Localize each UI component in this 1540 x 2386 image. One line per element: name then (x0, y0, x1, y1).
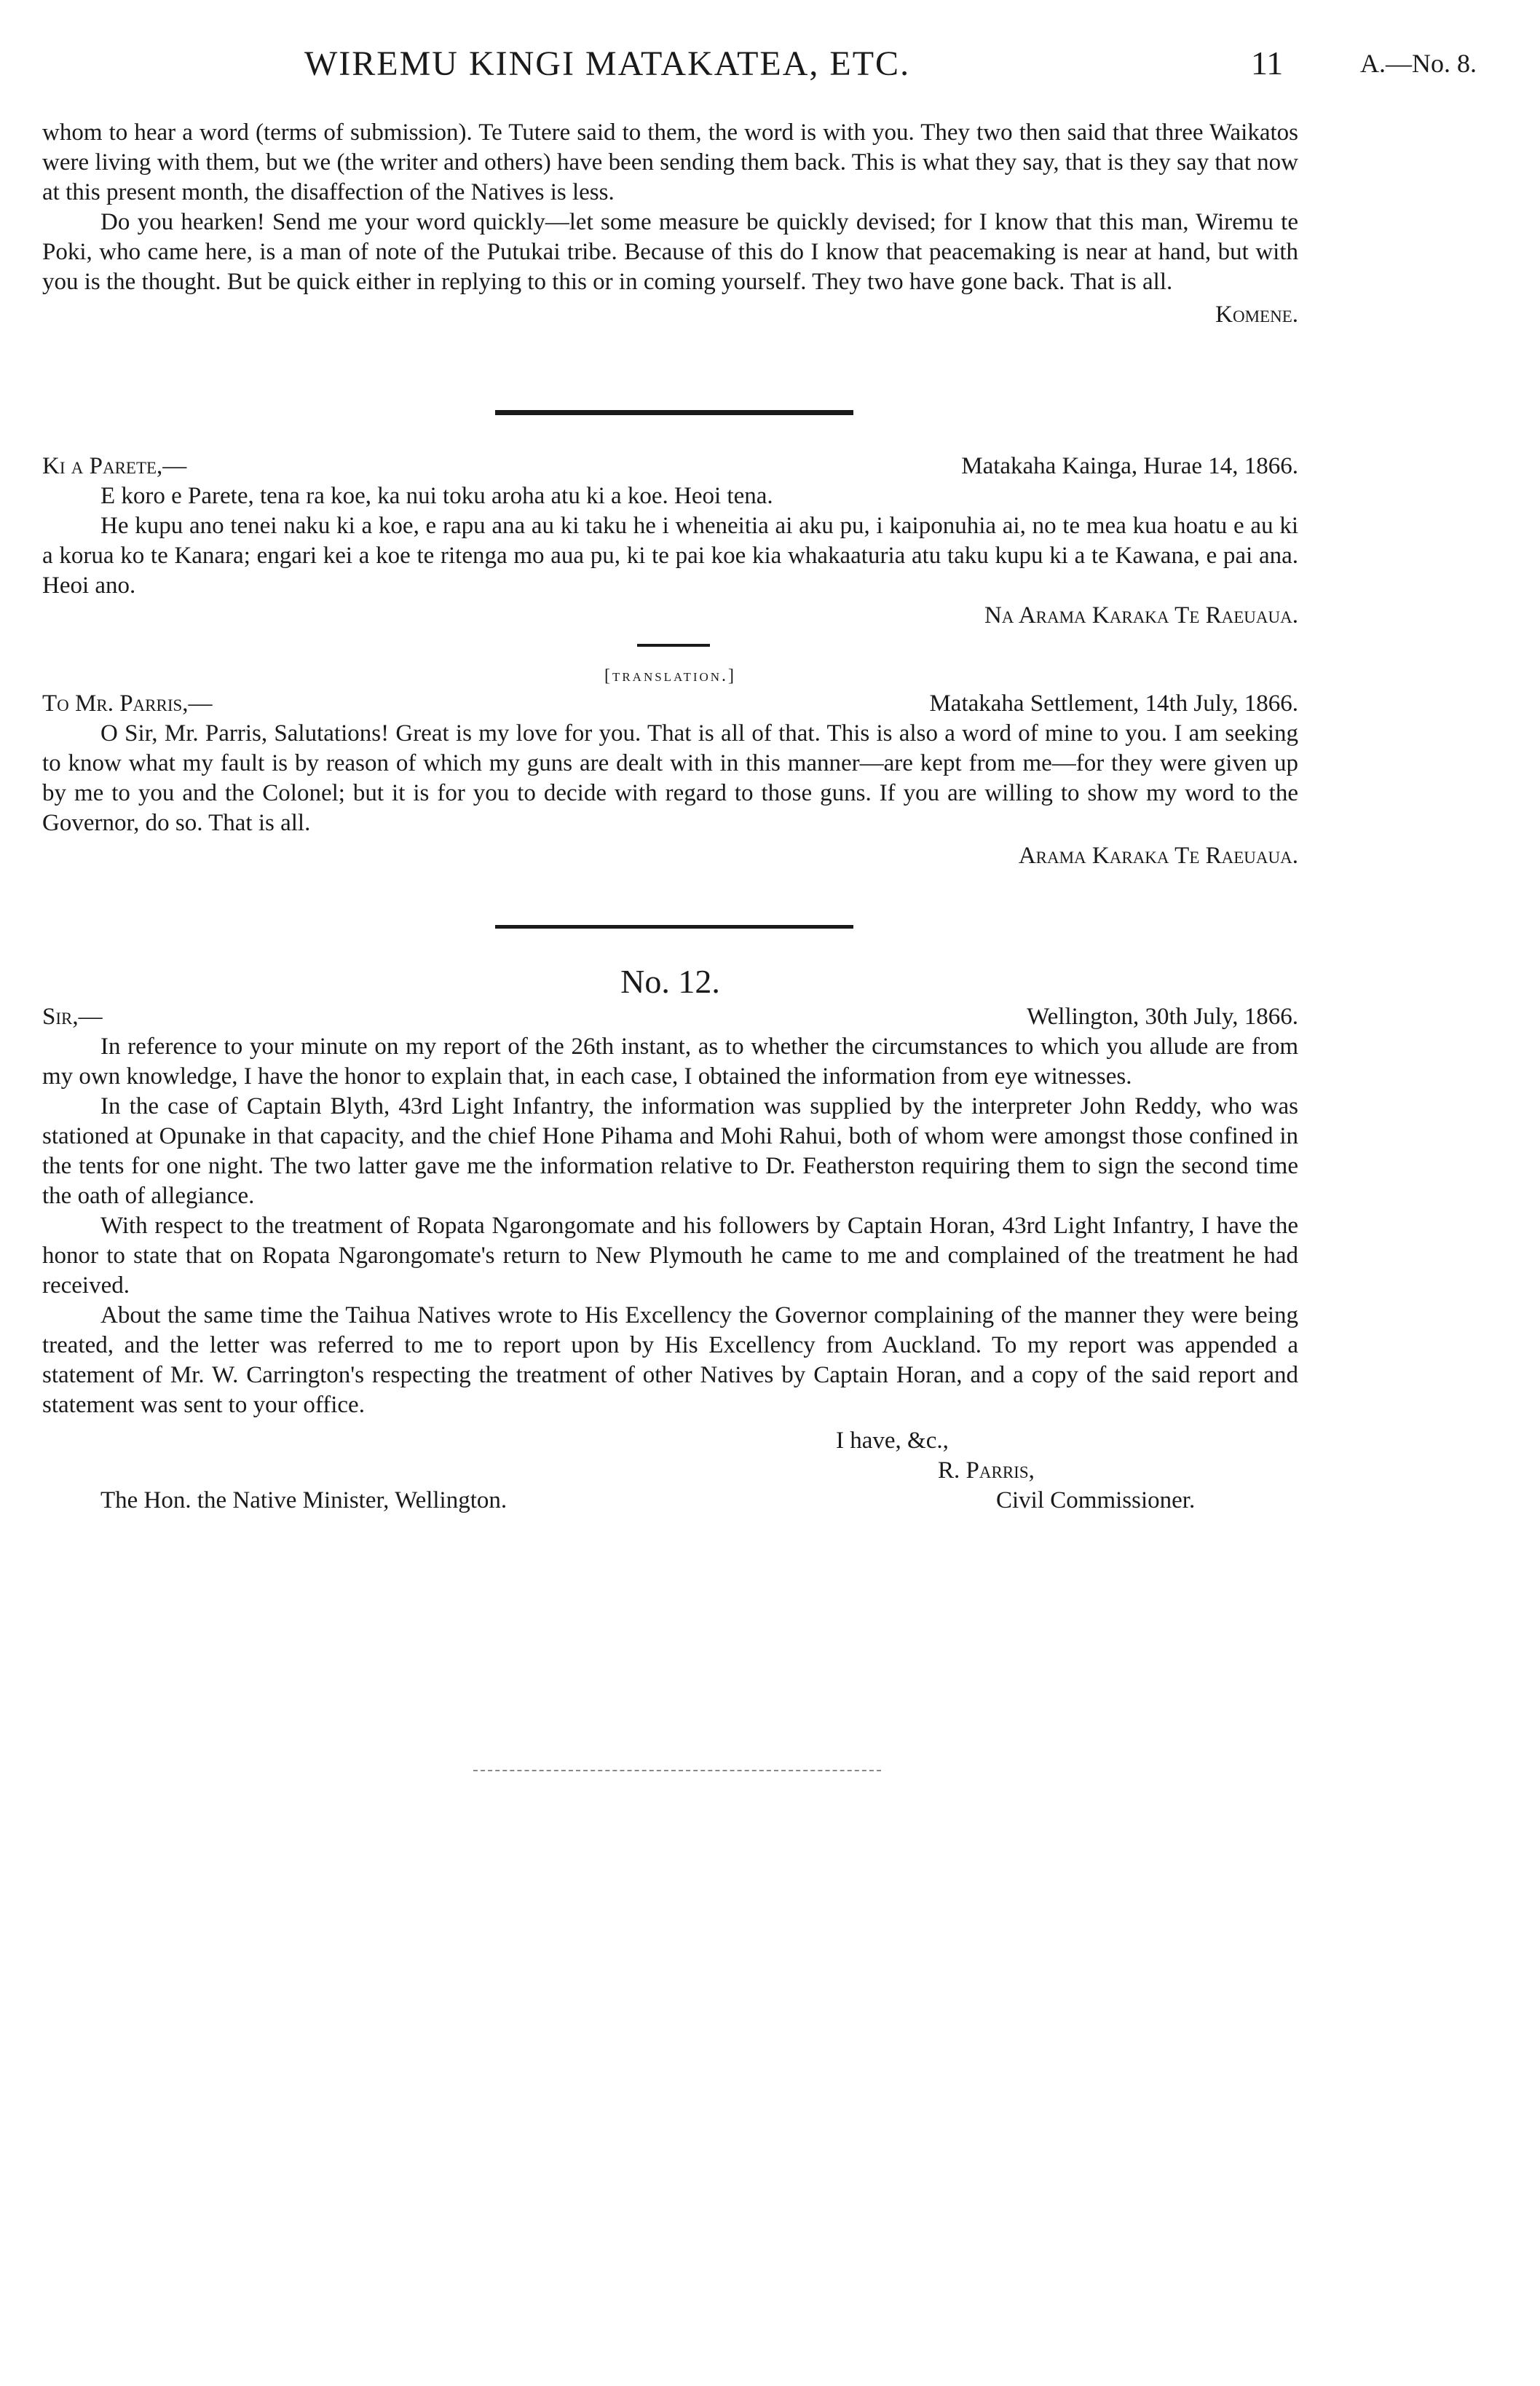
paragraph: In the case of Captain Blyth, 43rd Light Infantry, the information was supplied by the interpreter John Reddy, who was stationed at Opunake in that capacity, and the chief Hone Pihama and Mohi Rahui, both of whom were amongst those confined in the tents for one night. The two latter gave me the information relative to Dr. Featherston requiring them to sign the second time the oath of allegiance. (42, 1093, 1298, 1209)
no12-header (42, 1002, 1298, 1032)
faint-bottom-rule (473, 1770, 881, 1771)
paragraph: Do you hearken! Send me your word quickly—let some measure be quickly devised; for I know that this man, Wiremu te Poki, who came here, is a man of note of the Putukai tribe. Because of this do I know that peacemaking is near at hand, but with you is the thought. But be quick either in replying to this or in coming yourself. They two have gone back. That is all. (42, 209, 1298, 295)
signature-komene: Komene. (1215, 302, 1298, 328)
maori-signature: Na Arama Karaka Te Raeuaua. (984, 602, 1298, 629)
no12-place-date: Wellington, 30th July, 1866. (1027, 1004, 1298, 1030)
translation-place-date: Matakaha Settlement, 14th July, 1866. (929, 690, 1298, 717)
maori-letter (42, 452, 1298, 631)
translation-signature: Arama Karaka Te Raeuaua. (1018, 843, 1298, 869)
section-divider (495, 410, 853, 415)
maori-salutation: Ki a Parete,— (42, 453, 187, 479)
section-divider (495, 925, 853, 929)
letter-number-heading: No. 12. (620, 963, 720, 1000)
paragraph: E koro e Parete, tena ra koe, ka nui toku aroha atu ki a koe. Heoi tena. (100, 483, 773, 509)
paragraph: He kupu ano tenei naku ki a koe, e rapu ana au ki taku he i wheneitia ai aku pu, i kaiponuhia ai, no te mea kua hoatu e au ki a korua ko te Kanara; engari kei a koe te ritenga mo aua pu, ki te pai koe kia whakaaturia atu taku kupu ki a te Kawana, e pai ana. Heoi ano. (42, 513, 1298, 599)
page-number: 11 (1251, 44, 1284, 82)
paragraph: In reference to your minute on my report of the 26th instant, as to whether the circumstances to which you allude are from my own knowledge, I have the honor to explain that, in each case, I obtained the information from eye witnesses. (42, 1033, 1298, 1090)
closing-phrase: I have, &c., (836, 1428, 949, 1454)
addressee: The Hon. the Native Minister, Wellington. (100, 1487, 508, 1513)
translation-label: [translation.] (604, 666, 737, 685)
translation-salutation: To Mr. Parris,— (42, 690, 213, 717)
maori-letter-header (42, 452, 1298, 481)
paragraph: With respect to the treatment of Ropata Ngarongomate and his followers by Captain Horan, 43rd Light Infantry, I have the honor to state that on Ropata Ngarongomate's return to New Plymouth he came to me and complained of the treatment he had received. (42, 1213, 1298, 1299)
paragraph: O Sir, Mr. Parris, Salutations! Great is my love for you. That is all of that. This is also a word of mine to you. I am seeking to know what my fault is by reason of which my guns are dealt with in this manner—are kept from me—for they were given up by me to you and the Colonel; but it is for you to decide with regard to those guns. If you are willing to show my word to the Governor, do so. That is all. (42, 720, 1298, 836)
signer-title: Civil Commissioner. (996, 1487, 1196, 1513)
letter-no-12 (42, 961, 1298, 1521)
page-header (42, 44, 1491, 87)
paragraph: whom to hear a word (terms of submission). Te Tutere said to them, the word is with you. They two then said that three Waikatos were living with them, but we (the writer and others) have been sending them back. This is what they say, that is they say that now at this present month, the disaffection of the Natives is less. (42, 119, 1298, 205)
maori-place-date: Matakaha Kainga, Hurae 14, 1866. (961, 453, 1298, 479)
paragraph: About the same time the Taihua Natives wrote to His Excellency the Governor complaining of the manner they were being treated, and the letter was referred to me to report upon by His Excellency from Auckland. To my report was appended a statement of Mr. W. Carrington's respecting the treatment of other Natives by Captain Horan, and a copy of the said report and statement was sent to your office. (42, 1302, 1298, 1418)
letter-continuation (42, 118, 1298, 330)
running-head: WIREMU KINGI MATAKATEA, ETC. (304, 44, 911, 83)
translation-header (42, 689, 1298, 719)
no12-salutation: Sir,— (42, 1004, 103, 1030)
paper-reference: A.—No. 8. (1360, 49, 1477, 78)
translation-letter (42, 663, 1298, 871)
short-divider (637, 644, 710, 647)
signer-name: R. Parris, (938, 1457, 1035, 1484)
closing-block (42, 1426, 1298, 1521)
